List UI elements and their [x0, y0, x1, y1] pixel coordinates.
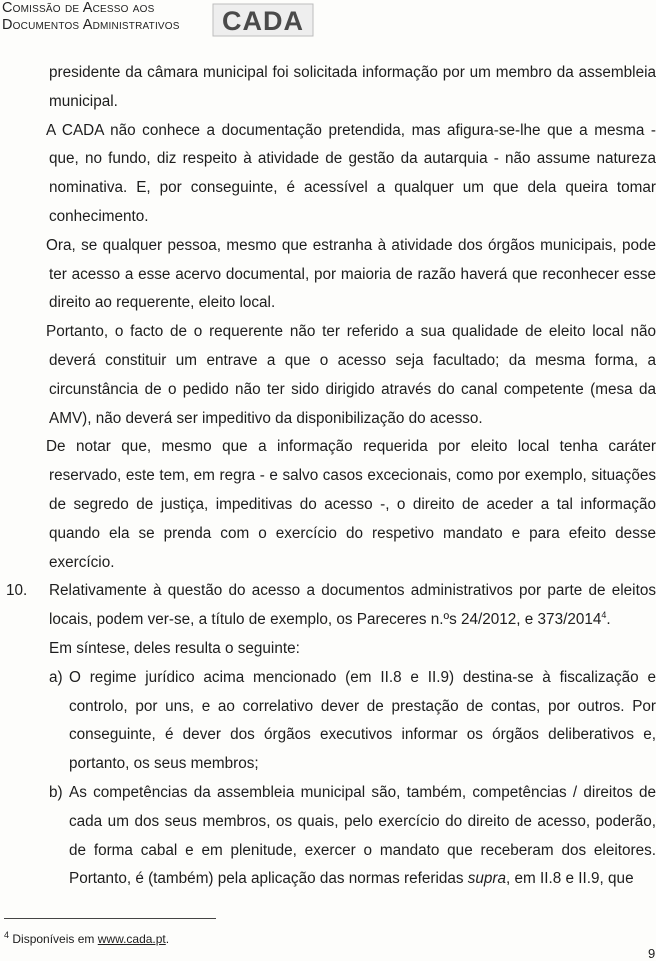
sub-item-text: O regime jurídico acima mencionado (em II.8 e II.9) destina-se à fiscalização e controlo, por uns, e ao correlativo dever de prestação de contas, por outros. Por conseguinte, é dever dos órgãos executivos informar os órgãos deliberativos e, portanto, os seus membros;	[69, 668, 656, 773]
sub-item-text-end: , em II.8 e II.9, que	[506, 870, 634, 888]
footnote-end: .	[165, 932, 170, 946]
footnote-text: Disponíveis em	[12, 932, 98, 946]
footnote	[4, 932, 169, 946]
org-line-1: Comissão de Acesso aos	[2, 0, 155, 16]
page-header	[0, 0, 656, 44]
paragraph: Portanto, o facto de o requerente não ter referido a sua qualidade de eleito local não deverá constituir um entrave a que o acesso seja facultado; da mesma forma, a circunstância de o pedido não ter sido dirigido através do canal competente (mesa da AMV), não deverá ser impeditivo da disponibilização do acesso.	[46, 323, 656, 427]
cada-logo	[212, 3, 314, 37]
item-text-end: .	[606, 611, 611, 629]
page-number: 9	[648, 946, 656, 961]
paragraph: De notar que, mesmo que a informação requerida por eleito local tenha caráter reservado, este tem, em regra - e salvo casos excecionais, como por exemplo, situações de segredo de justiça, impeditivas do acesso -, o direito de aceder a tal informação quando ela se prenda com o exercício do respetivo mandato e para efeito desse exercício.	[46, 438, 656, 571]
paragraph-continuation: presidente da câmara municipal foi solicitada informação por um membro da assembleia municipal.	[49, 64, 656, 110]
sub-item-b	[49, 779, 656, 894]
sub-item-marker: b)	[49, 783, 63, 801]
sub-item-marker: a)	[49, 668, 63, 686]
document-body	[6, 59, 656, 909]
italic-term: supra	[467, 870, 507, 888]
numbered-item-10	[6, 577, 656, 635]
org-line-2: Documentos Administrativos	[2, 17, 180, 33]
sub-item-a	[49, 664, 656, 779]
item-text: Relativamente à questão do acesso a documentos administrativos por parte de eleitos locais, podem ver-se, a título de exemplo, os Pareceres n.ºs 24/2012, e 373/2014	[49, 582, 656, 629]
footnote-reference[interactable]: 4	[601, 610, 607, 621]
footnote-divider	[4, 918, 216, 919]
summary-line: Em síntese, deles resulta o seguinte:	[49, 639, 300, 657]
organization-name	[2, 0, 180, 34]
sub-item-text: As competências da assembleia municipal são, também, competências / direitos de cada um dos seus membros, os quais, pelo exercício do direito de acesso, poderão, de forma cabal e em plenitude, exercer o mandato que receberam dos eleitores. Portanto, é (também) pela aplicação das normas referidas	[69, 783, 656, 888]
paragraph: A CADA não conhece a documentação pretendida, mas afigura-se-lhe que a mesma - que, no fundo, diz respeito à atividade de gestão da autarquia - não assume natureza nominativa. E, por conseguinte, é acessível a qualquer um que dela queira tomar conhecimento.	[46, 121, 656, 225]
paragraph: Ora, se qualquer pessoa, mesmo que estranha à atividade dos órgãos municipais, pode ter acesso a esse acervo documental, por maioria de razão haverá que reconhecer esse direito ao requerente, eleito local.	[46, 236, 656, 312]
footnote-number: 4	[4, 930, 10, 940]
logo-text: CADA	[222, 6, 304, 36]
item-number: 10.	[6, 582, 28, 600]
footnote-link[interactable]: www.cada.pt	[97, 932, 166, 946]
